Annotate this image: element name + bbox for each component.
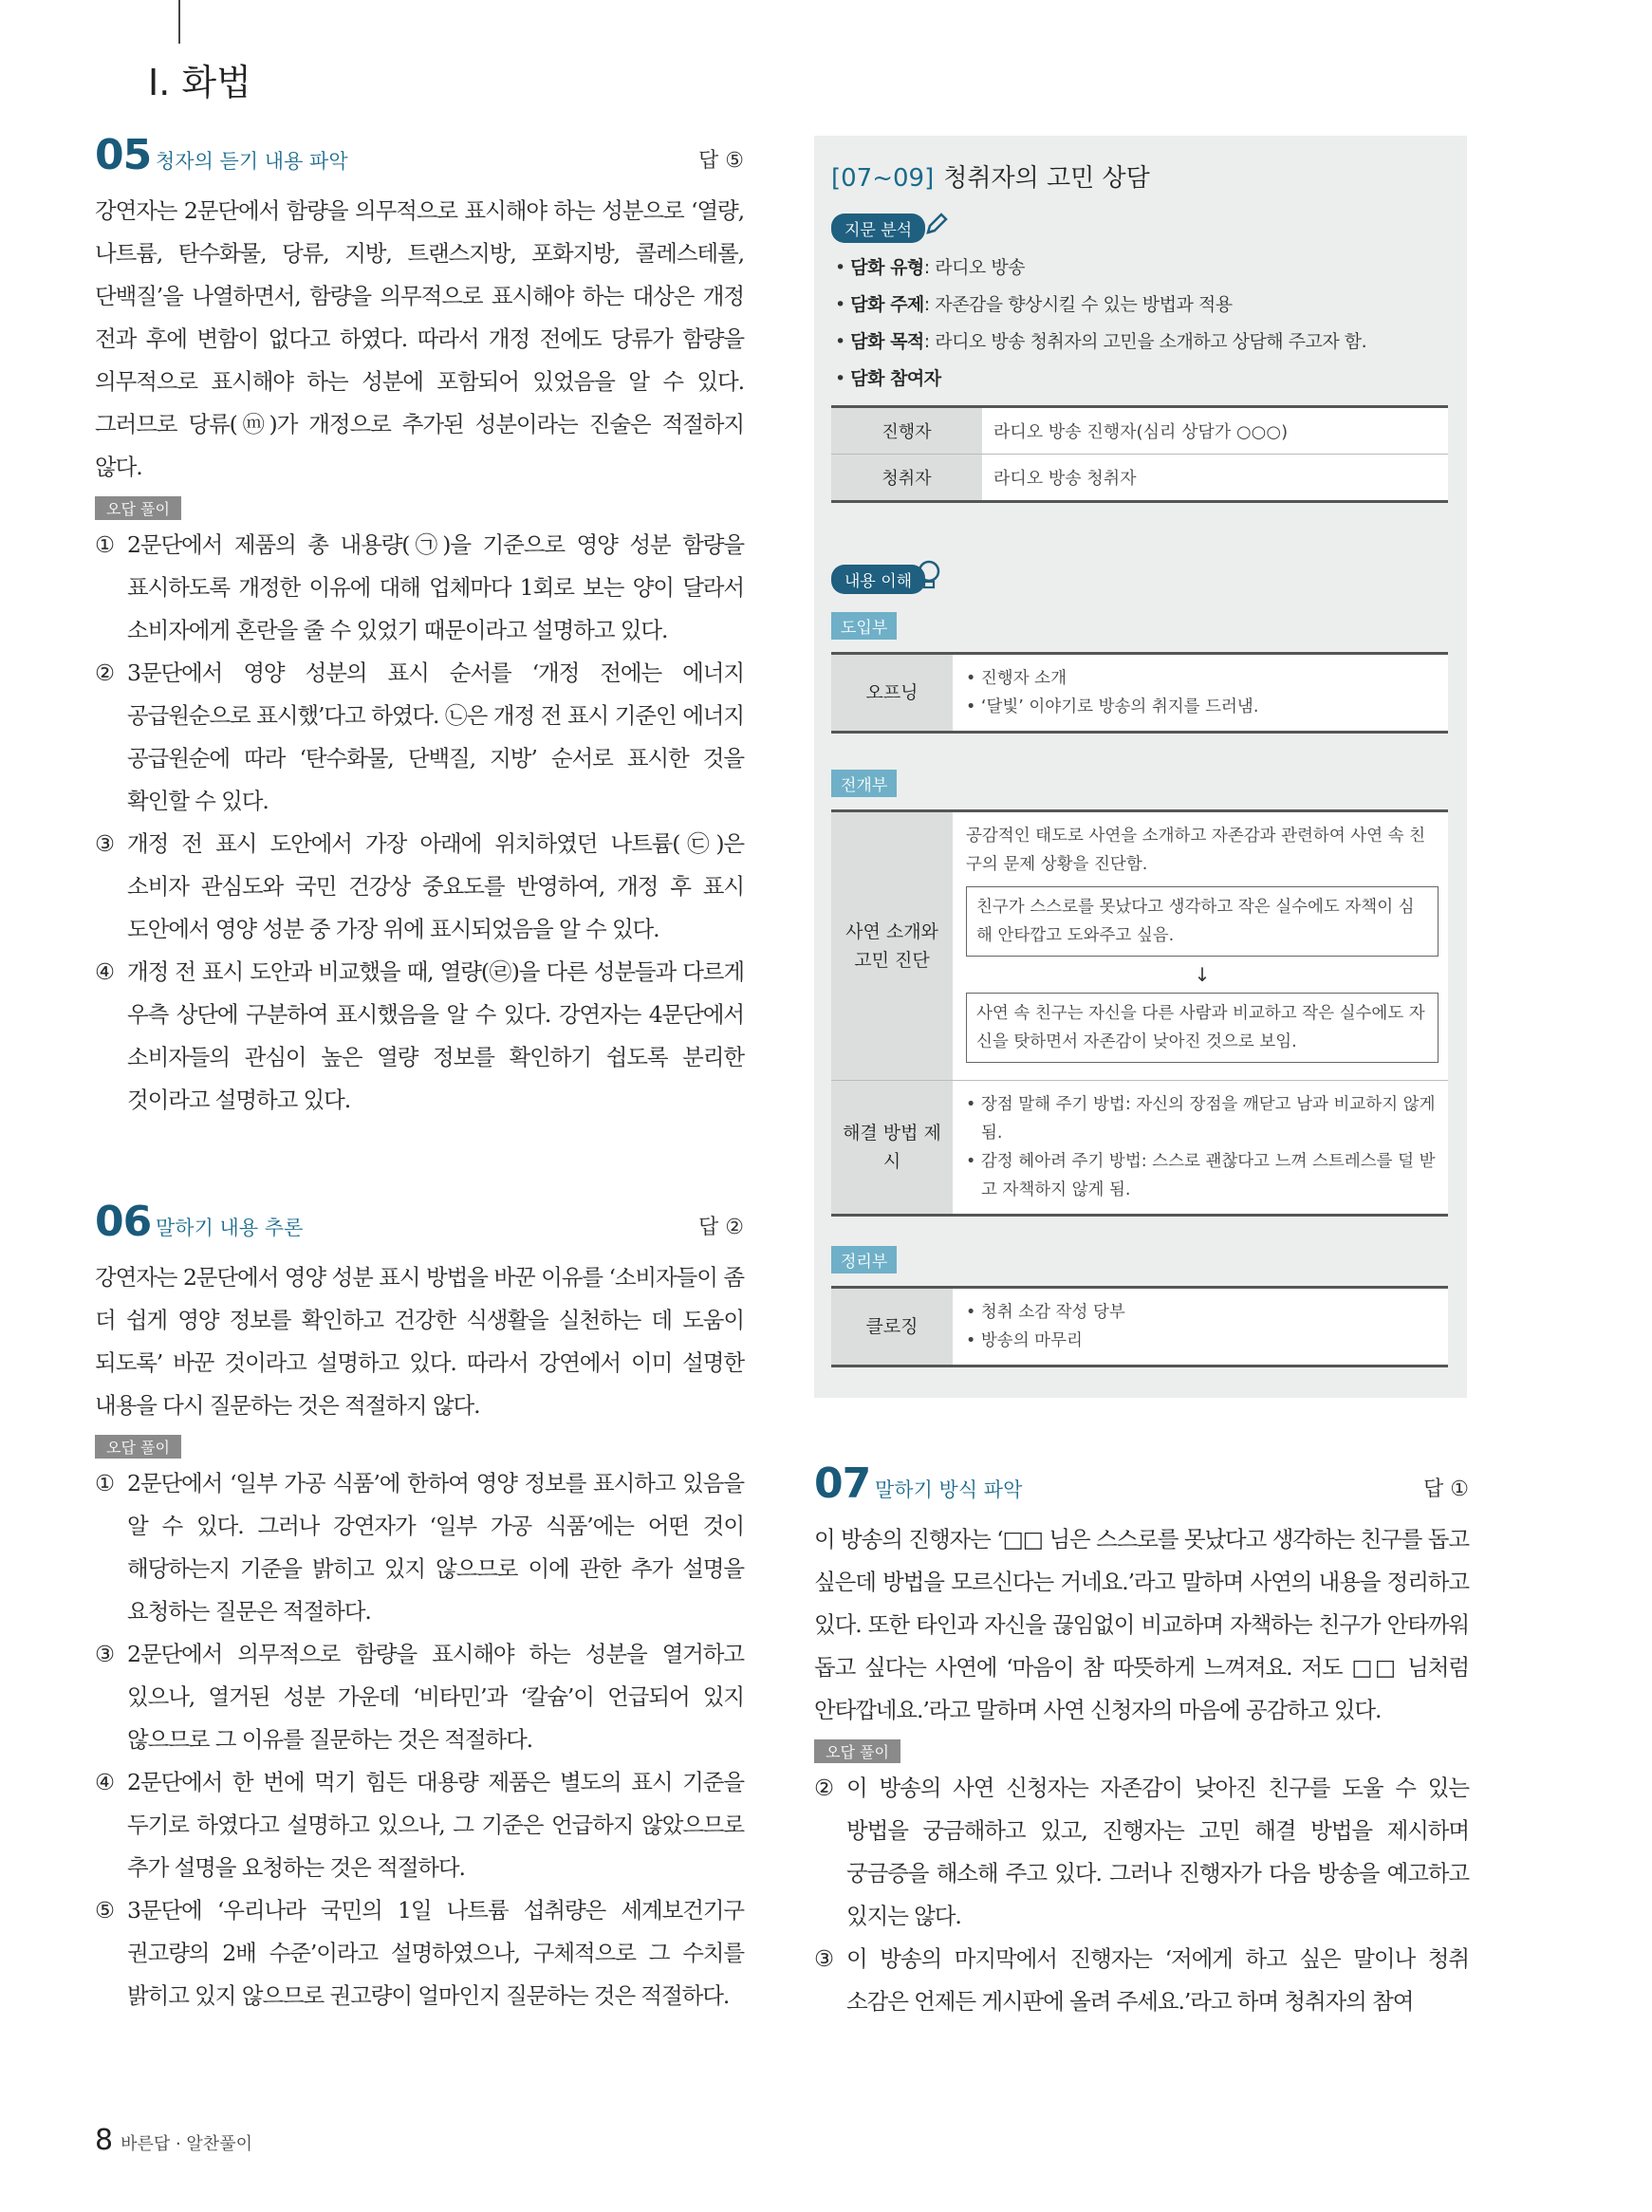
participant-row [831, 407, 1448, 455]
q05-title: 청자의 듣기 내용 파악 [156, 150, 348, 173]
bullet-value: : 라디오 방송 [923, 257, 1026, 278]
outro-item: • 방송의 마무리 [966, 1331, 1083, 1350]
stage-outro: 정리부 [831, 1246, 897, 1273]
analysis-title-text: 청취자의 고민 상담 [943, 164, 1150, 193]
q06-item [95, 1462, 744, 1633]
book-title: 바른답 · 알찬풀이 [121, 2134, 252, 2154]
item-mark: ③ [95, 1641, 114, 1667]
solution-item-text: 감정 헤아려 주기 방법: 스스로 괜찮다고 느껴 스트레스를 덜 받고 자책하지 않게 됨. [980, 1152, 1436, 1199]
item-text: 이 방송의 사연 신청자는 자존감이 낮아진 친구를 도울 수 있는 방법을 궁금해하고 있고, 진행자는 고민 해결 방법을 제시하며 궁금증을 해소해 주고 있다. 그러나 진행자가 다음 방송을 예고하고 있지는 않다. [846, 1775, 1469, 1929]
content-understanding-pill: 내용 이해 [831, 565, 925, 594]
item-mark: ④ [95, 958, 114, 985]
item-mark: ① [95, 531, 114, 558]
q05-header [95, 131, 744, 190]
q06-number: 06 [95, 1198, 152, 1246]
development-table [831, 809, 1448, 1217]
q06-answer: 답 ② [698, 1216, 744, 1239]
bullet-discourse-topic: • 담화 주제: 자존감을 향상시킬 수 있는 방법과 적용 [835, 294, 1233, 315]
q07-item [814, 1767, 1469, 1938]
analysis-range: [07~09] [831, 164, 935, 193]
q05-item [95, 823, 744, 951]
solution-content [953, 1081, 1448, 1216]
q06-item [95, 1633, 744, 1761]
diagnosis-head: 사연 소개와 고민 진단 [831, 811, 953, 1081]
bullet-value: : 자존감을 향상시킬 수 있는 방법과 적용 [923, 294, 1233, 315]
intro-item-text: ‘달빛’ 이야기로 방송의 취지를 드러냄. [980, 697, 1259, 716]
item-mark: ③ [814, 1945, 833, 1972]
intro-content [953, 654, 1448, 733]
participant-role: 진행자 [831, 407, 982, 455]
q07-item [814, 1938, 1469, 2023]
q06-item [95, 1889, 744, 2017]
item-mark: ④ [95, 1769, 114, 1795]
solution-head: 해결 방법 제시 [831, 1081, 953, 1216]
item-text: 3문단에 ‘우리나라 국민의 1일 나트륨 섭취량은 세계보건기구 권고량의 2배 수준’이라고 설명하였으나, 구체적으로 그 수치를 밝히고 있지 않으므로 권고량이 얼마인지 질문하는 것은 적절하다. [127, 1897, 744, 2009]
q07-items [814, 1767, 1469, 2023]
q06-items [95, 1462, 744, 2017]
intro-item: • 진행자 소개 [966, 669, 1067, 688]
item-text: 3문단에서 영양 성분의 표시 순서를 ‘개정 전에는 에너지 공급원순으로 표시했’다고 하였다. ㉡은 개정 전 표시 기준인 에너지 공급원순에 따라 ‘탄수화물, 단백질, 지방’ 순서로 표시한 것을 확인할 수 있다. [127, 660, 744, 814]
analysis-box [814, 136, 1467, 1398]
q07-answer: 답 ① [1423, 1478, 1469, 1501]
outro-content [953, 1288, 1448, 1366]
analysis-title [831, 158, 1150, 194]
item-text: 이 방송의 마지막에서 진행자는 ‘저에게 하고 싶은 말이나 청취 소감은 언제든 게시판에 올려 주세요.’라고 하며 청취자의 참여 [846, 1945, 1469, 2015]
bullet-participants: • 담화 참여자 [835, 368, 941, 389]
q07-title: 말하기 방식 파악 [875, 1478, 1023, 1501]
header-rule [178, 0, 180, 44]
q06-title: 말하기 내용 추론 [156, 1217, 304, 1239]
item-mark: ② [814, 1775, 833, 1801]
q06-body: 강연자는 2문단에서 영양 성분 표시 방법을 바꾼 이유를 ‘소비자들이 좀 더 쉽게 영양 정보를 확인하고 건강한 식생활을 실천하는 데 도움이 되도록’ 바꾼 것이라고 설명하고 있다. 따라서 강연에서 이미 설명한 내용을 다시 질문하는 것은 적절하지 않다. [95, 1264, 744, 1419]
diagnosis-box-story: 친구가 스스로를 못났다고 생각하고 작은 실수에도 자책이 심해 안타깝고 도와주고 싶음. [966, 886, 1439, 957]
bullet-label: 담화 유형 [850, 257, 924, 278]
participants-table [831, 405, 1448, 503]
intro-item-text: 진행자 소개 [980, 669, 1067, 688]
down-arrow-icon: ↓ [1194, 963, 1211, 986]
q05-item [95, 652, 744, 823]
q07-body: 이 방송의 진행자는 ‘□□ 님은 스스로를 못났다고 생각하는 친구를 돕고 싶은데 방법을 모르신다는 거네요.’라고 말하며 사연의 내용을 정리하고 있다. 또한 타인과 자신을 끊임없이 비교하며 자책하는 친구가 안타까워 돕고 싶다는 사연에 ‘마음이 참 따뜻하게 느껴져요. 저도 □□ 님처럼 안타깝네요.’라고 말하며 사연 신청자의 마음에 공감하고 있다. [814, 1526, 1469, 1723]
intro-head: 오프닝 [831, 654, 953, 733]
item-text: 2문단에서 ‘일부 가공 식품’에 한하여 영양 정보를 표시하고 있음을 알 수 있다. 그러나 강연자가 ‘일부 가공 식품’에는 어떤 것이 해당하는지 기준을 밝히고 있지 않으므로 이에 관한 추가 설명을 요청하는 질문은 적절하다. [127, 1470, 744, 1625]
q05-answer: 답 ⑤ [698, 149, 744, 173]
outro-item-text: 방송의 마무리 [980, 1331, 1083, 1350]
passage-analysis-pill: 지문 분석 [831, 214, 925, 243]
item-text: 2문단에서 제품의 총 내용량(㉠)을 기준으로 영양 성분 함량을 표시하도록 개정한 이유에 대해 업체마다 1회로 보는 양이 달라서 소비자에게 혼란을 줄 수 있었기 때문이라고 설명하고 있다. [127, 531, 744, 643]
intro-table [831, 652, 1448, 734]
page-footer [95, 2124, 252, 2157]
participant-desc: 라디오 방송 진행자(심리 상담가 ○○○) [982, 407, 1448, 455]
q06-wrong-tag: 오답 풀이 [95, 1435, 181, 1459]
stage-development: 전개부 [831, 770, 897, 797]
outro-head: 클로징 [831, 1288, 953, 1366]
diagnosis-text: 공감적인 태도로 사연을 소개하고 자존감과 관련하여 사연 속 친구의 문제 상황을 진단함. [966, 827, 1426, 874]
diagnosis-box-result: 사연 속 친구는 자신을 다른 사람과 비교하고 작은 실수에도 자신을 탓하면서 자존감이 낮아진 것으로 보임. [966, 993, 1439, 1063]
pencil-icon [922, 210, 951, 238]
lightbulb-icon [915, 559, 943, 591]
left-column [95, 131, 744, 2017]
q05-item [95, 524, 744, 652]
page-number: 8 [95, 2124, 114, 2157]
bullet-label: 담화 참여자 [850, 368, 941, 389]
bullet-label: 담화 목적 [850, 331, 924, 352]
item-mark: ③ [95, 830, 114, 857]
item-mark: ⑤ [95, 1897, 114, 1924]
bullet-value: : 라디오 방송 청취자의 고민을 소개하고 상담해 주고자 함. [923, 331, 1367, 352]
q06-header [95, 1198, 744, 1256]
diagnosis-content [953, 811, 1448, 1081]
q06-item [95, 1761, 744, 1889]
stage-intro: 도입부 [831, 612, 897, 640]
item-mark: ① [95, 1470, 114, 1496]
q05-items [95, 524, 744, 1122]
intro-item: • ‘달빛’ 이야기로 방송의 취지를 드러냄. [966, 697, 1259, 716]
item-text: 2문단에서 의무적으로 함량을 표시해야 하는 성분을 열거하고 있으나, 열거된 성분 가운데 ‘비타민’과 ‘칼슘’이 언급되어 있지 않으므로 그 이유를 질문하는 것은 적절하다. [127, 1641, 744, 1753]
outro-item: • 청취 소감 작성 당부 [966, 1303, 1125, 1322]
outro-item-text: 청취 소감 작성 당부 [980, 1303, 1125, 1322]
section-title: Ⅰ. 화법 [148, 62, 251, 103]
bullet-discourse-type: • 담화 유형: 라디오 방송 [835, 257, 1026, 278]
participant-desc: 라디오 방송 청취자 [982, 455, 1448, 502]
item-text: 개정 전 표시 도안에서 가장 아래에 위치하였던 나트륨(㉢)은 소비자 관심도와 국민 건강상 중요도를 반영하여, 개정 후 표시 도안에서 영양 성분 중 가장 위에 표시되었음을 알 수 있다. [127, 830, 744, 942]
q05-wrong-tag: 오답 풀이 [95, 496, 181, 520]
q05-body: 강연자는 2문단에서 함량을 의무적으로 표시해야 하는 성분으로 ‘열량, 나트륨, 탄수화물, 당류, 지방, 트랜스지방, 포화지방, 콜레스테롤, 단백질’을 나열하면서, 함량을 의무적으로 표시해야 하는 대상은 개정 전과 후에 변함이 없다고 하였다. 따라서 개정 전에도 당류가 함량을 의무적으로 표시해야 하는 성분에 포함되어 있었음을 알 수 있다. 그러므로 당류(ⓜ)가 개정으로 추가된 성분이라는 진술은 적절하지 않다. [95, 197, 744, 480]
q05-number: 05 [95, 131, 152, 179]
item-mark: ② [95, 660, 114, 686]
solution-item-text: 장점 말해 주기 방법: 자신의 장점을 깨닫고 남과 비교하지 않게 됨. [980, 1095, 1436, 1143]
item-text: 2문단에서 한 번에 먹기 힘든 대용량 제품은 별도의 표시 기준을 두기로 하였다고 설명하고 있으나, 그 기준은 언급하지 않았으므로 추가 설명을 요청하는 것은 적절하다. [127, 1769, 744, 1881]
bullet-label: 담화 주제 [850, 294, 924, 315]
right-column [814, 1459, 1469, 2023]
q07-wrong-tag: 오답 풀이 [814, 1739, 900, 1763]
bullet-discourse-purpose: • 담화 목적: 라디오 방송 청취자의 고민을 소개하고 상담해 주고자 함. [835, 331, 1367, 352]
solution-item: • 감정 헤아려 주기 방법: 스스로 괜찮다고 느껴 스트레스를 덜 받고 자책하지 않게 됨. [966, 1152, 1436, 1199]
item-text: 개정 전 표시 도안과 비교했을 때, 열량(㉣)을 다른 성분들과 다르게 우측 상단에 구분하여 표시했음을 알 수 있다. 강연자는 4문단에서 소비자들의 관심이 높은 열량 정보를 확인하기 쉽도록 분리한 것이라고 설명하고 있다. [127, 958, 744, 1113]
q05-item [95, 951, 744, 1122]
q07-header [814, 1459, 1469, 1518]
q07-number: 07 [814, 1459, 871, 1508]
participant-role: 청취자 [831, 455, 982, 502]
solution-item: • 장점 말해 주기 방법: 자신의 장점을 깨닫고 남과 비교하지 않게 됨. [966, 1095, 1436, 1143]
participant-row [831, 455, 1448, 502]
outro-table [831, 1286, 1448, 1367]
